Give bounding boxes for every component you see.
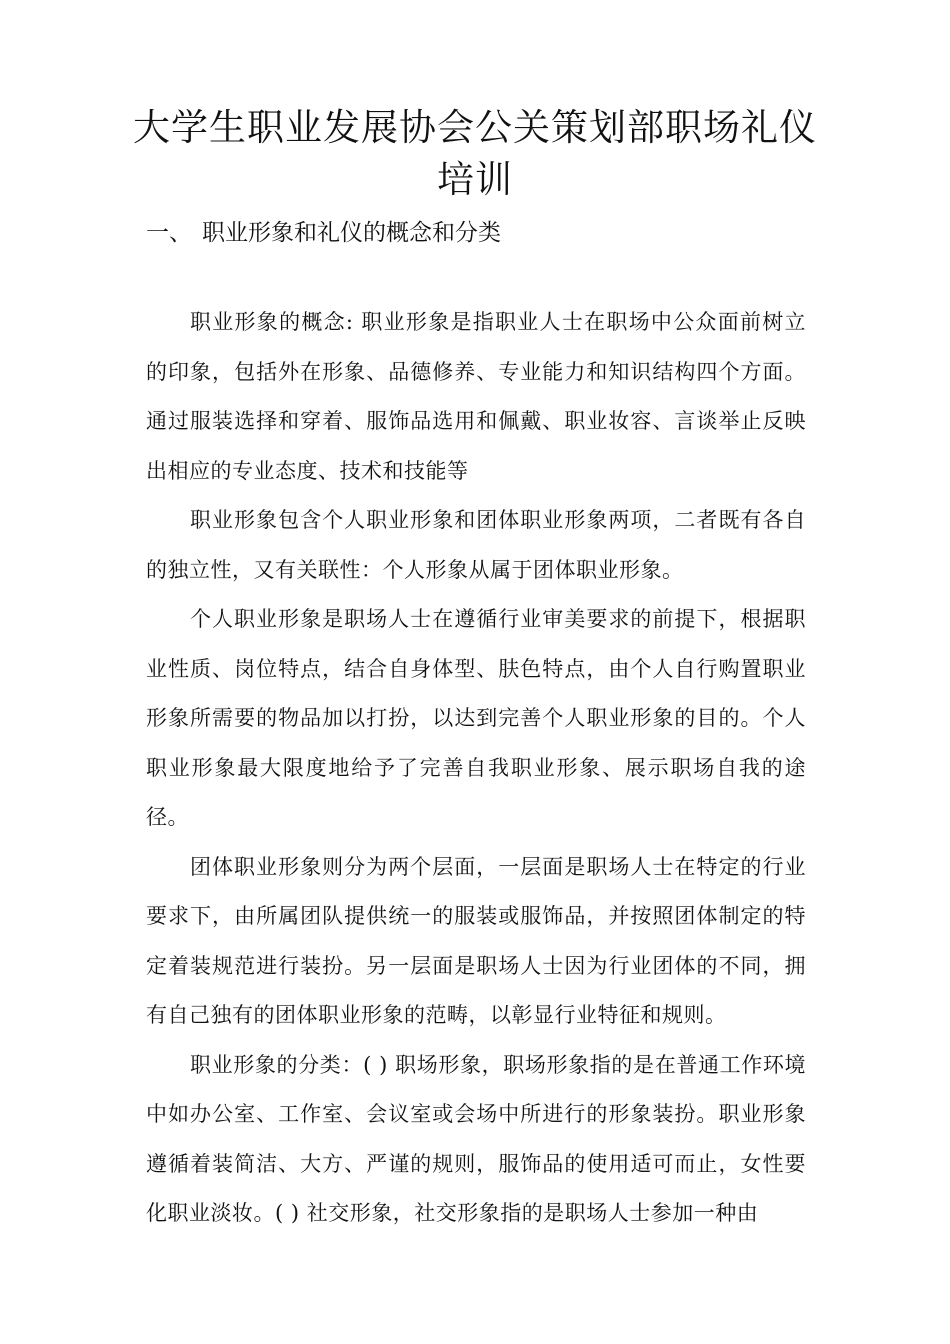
section-title: 职业形象和礼仪的概念和分类 [202, 220, 501, 246]
title-line-1: 大学生职业发展协会公关策划部职场礼仪 [133, 106, 817, 149]
document-body [146, 298, 806, 1239]
paragraph-image-types: 职业形象包含个人职业形象和团体职业形象两项，二者既有各自的独立性，又有关联性：个人形象从属于团体职业形象。 [146, 508, 806, 582]
paragraph-group-image: 团体职业形象则分为两个层面，一层面是职场人士在特定的行业要求下，由所属团队提供统一的服装或服饰品，并按照团体制定的特定着装规范进行装扮。另一层面是职场人士因为行业团体的不同，拥有自己独有的团体职业形象的范畴，以彰显行业特征和规则。 [146, 854, 806, 1027]
section-heading [146, 216, 501, 250]
section-number: 一、 [146, 220, 192, 246]
title-line-2: 培训 [437, 158, 513, 201]
paragraph-image-concept: 职业形象的概念: 职业形象是指职业人士在职场中公众面前树立的印象，包括外在形象、品德修养、专业能力和知识结构四个方面。通过服装选择和穿着、服饰品选用和佩戴、职业妆容、言谈举止反映出相应的专业态度、技术和技能等 [146, 310, 806, 483]
paragraph-personal-image: 个人职业形象是职场人士在遵循行业审美要求的前提下，根据职业性质、岗位特点，结合自身体型、肤色特点，由个人自行购置职业形象所需要的物品加以打扮，以达到完善个人职业形象的目的。个人职业形象最大限度地给予了完善自我职业形象、展示职场自我的途径。 [146, 607, 806, 829]
paragraph-image-classification: 职业形象的分类：( ) 职场形象，职场形象指的是在普通工作环境中如办公室、工作室、会议室或会场中所进行的形象装扮。职业形象遵循着装简洁、大方、严谨的规则，服饰品的使用适可而止，女性要化职业淡妆。( ) 社交形象，社交形象指的是职场人士参加一种由 [146, 1052, 806, 1225]
document-title [100, 102, 850, 206]
